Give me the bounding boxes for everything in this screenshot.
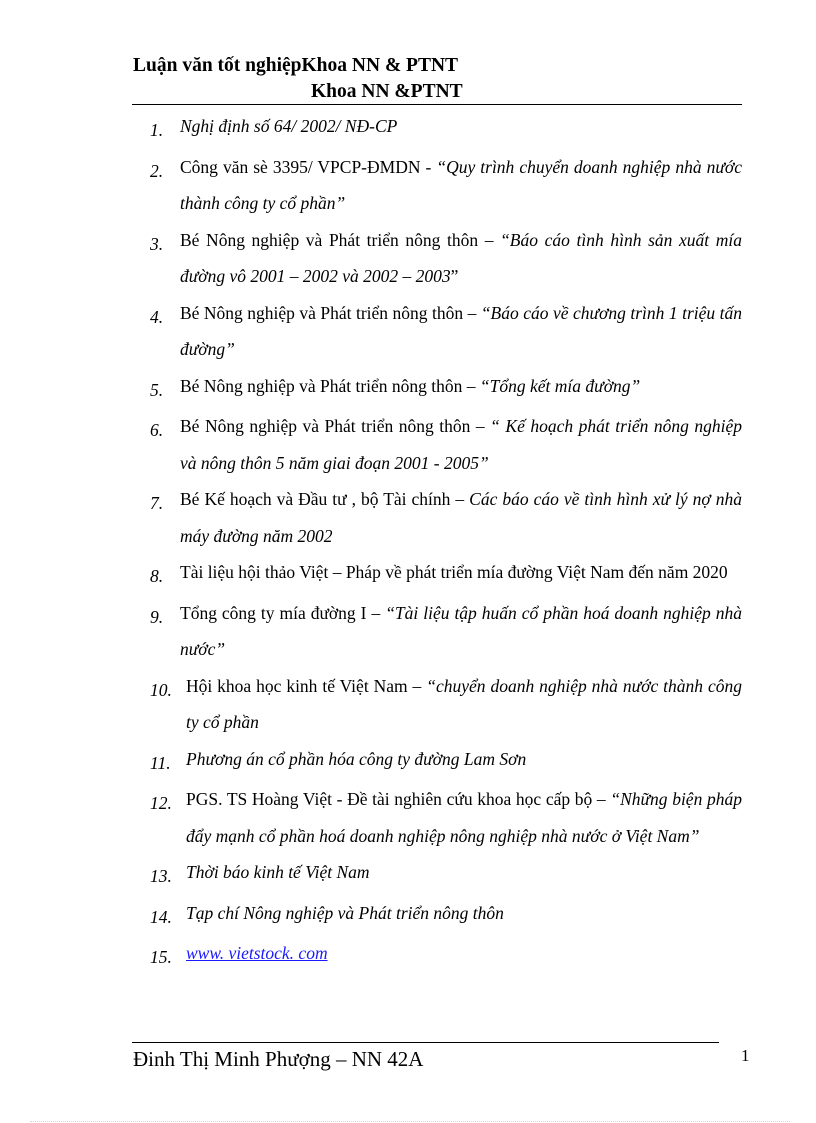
reference-number: 4.: [150, 306, 164, 327]
reference-source-segment: Bé Nông nghiệp và Phát triển nông thôn –: [180, 302, 481, 323]
reference-title-segment: “ Kế hoạch phát triển nông nghiệp và nông thôn 5 năm giai đoạn 2001 - 2005”: [180, 416, 742, 473]
reference-item: [150, 295, 742, 368]
reference-title-segment: Phương án cổ phần hóa công ty đường Lam Sơn: [186, 748, 527, 769]
reference-text: [186, 781, 742, 854]
reference-number: 10.: [150, 679, 172, 700]
header-title: Luận văn tốt nghiệpKhoa NN & PTNT: [133, 55, 459, 76]
reference-item: [150, 935, 742, 976]
reference-number: 9.: [150, 606, 164, 627]
reference-source-segment: Bé Kế hoạch và Đầu tư , bộ Tài chính –: [180, 489, 470, 509]
header-subtitle: Khoa NN &PTNT: [311, 81, 463, 102]
reference-number: 11.: [150, 752, 171, 773]
reference-item: [150, 741, 742, 782]
page-number: 1: [741, 1046, 750, 1065]
reference-number: 5.: [150, 379, 164, 400]
reference-text: [180, 554, 742, 595]
reference-number: 8.: [150, 566, 164, 586]
reference-number: 14.: [150, 906, 172, 927]
reference-number: 7.: [150, 493, 164, 513]
reference-title-segment: “Quy trình chuyển doanh nghiệp nhà nước thành công ty cổ phần”: [180, 156, 742, 213]
reference-source-segment: Tài liệu hội thảo Việt – Pháp về phát triển mía đường Việt Nam đến năm 2020: [180, 562, 728, 582]
reference-item: [150, 595, 742, 668]
reference-item: [150, 895, 742, 936]
reference-text: [180, 295, 742, 368]
reference-title-segment: “Tài liệu tập huấn cổ phần hoá doanh nghiệp nhà nước”: [180, 602, 743, 659]
reference-item: [150, 108, 742, 149]
reference-source-segment: Bé Nông nghiệp và Phát triển nông thôn –: [180, 416, 491, 436]
reference-source-segment: Hội khoa học kinh tế Việt Nam –: [186, 675, 427, 696]
reference-link[interactable]: www. vietstock. com: [186, 943, 328, 963]
reference-item: [150, 368, 742, 409]
reference-title-segment: “Những biện pháp đẩy mạnh cổ phần hoá doanh nghiệp nông nghiệp nhà nước ở Việt Nam”: [186, 789, 742, 846]
reference-text: [180, 481, 742, 554]
footer-author: Đinh Thị Minh Phượng – NN 42A: [133, 1047, 424, 1071]
reference-title-segment: Tạp chí Nông nghiệp và Phát triển nông thôn: [186, 902, 504, 923]
reference-text: [180, 149, 742, 222]
reference-text: [180, 108, 742, 149]
footer-divider: [132, 1042, 719, 1043]
reference-item: [150, 481, 742, 554]
reference-title-segment: “chuyển doanh nghiệp nhà nước thành công ty cổ phần: [186, 675, 742, 732]
reference-title-segment: “Báo cáo tình hình sản xuất mía đường vô 2001 – 2002 và 2002 – 2003: [180, 229, 742, 286]
reference-text: [186, 741, 742, 782]
reference-title-segment: Thời báo kinh tế Việt Nam: [186, 862, 370, 882]
reference-text: [180, 222, 742, 295]
reference-source-segment: Công văn sè 3395/ VPCP-ĐMDN -: [180, 156, 437, 177]
reference-item: [150, 668, 742, 741]
reference-source-segment: Tổng công ty mía đường I –: [180, 602, 386, 623]
reference-title-segment: “Báo cáo về chương trình 1 triệu tấn đường”: [180, 302, 742, 359]
page-bottom-edge: [30, 1121, 790, 1122]
reference-text: [186, 935, 742, 976]
reference-title-segment: “Tổng kết mía đường”: [479, 375, 641, 396]
reference-title-segment: Các báo cáo về tình hình xử lý nợ nhà máy đường năm 2002: [180, 489, 742, 546]
reference-list: [150, 108, 742, 976]
reference-item: [150, 854, 742, 895]
reference-text: [180, 368, 742, 409]
reference-text: [180, 408, 742, 481]
reference-text: [180, 595, 742, 668]
header-divider: [132, 104, 742, 105]
reference-title-segment: Nghị định số 64/ 2002/ NĐ-CP: [180, 116, 398, 136]
reference-source-segment: ”: [450, 266, 459, 286]
reference-number: 12.: [150, 793, 172, 813]
reference-item: [150, 408, 742, 481]
reference-number: 3.: [150, 233, 164, 254]
reference-item: [150, 781, 742, 854]
reference-text: [186, 854, 742, 895]
reference-number: 1.: [150, 120, 164, 140]
running-header: [133, 53, 743, 105]
reference-source-segment: Bé Nông nghiệp và Phát triển nông thôn –: [180, 375, 480, 396]
reference-source-segment: PGS. TS Hoàng Việt - Đề tài nghiên cứu khoa học cấp bộ –: [186, 789, 611, 809]
reference-item: [150, 149, 742, 222]
reference-number: 2.: [150, 160, 164, 181]
reference-text: [186, 668, 742, 741]
reference-text: [186, 895, 742, 936]
reference-number: 13.: [150, 866, 172, 886]
reference-item: [150, 554, 742, 595]
reference-number: 15.: [150, 947, 172, 967]
reference-item: [150, 222, 742, 295]
reference-number: 6.: [150, 420, 164, 440]
reference-source-segment: Bé Nông nghiệp và Phát triển nông thôn –: [180, 229, 501, 250]
